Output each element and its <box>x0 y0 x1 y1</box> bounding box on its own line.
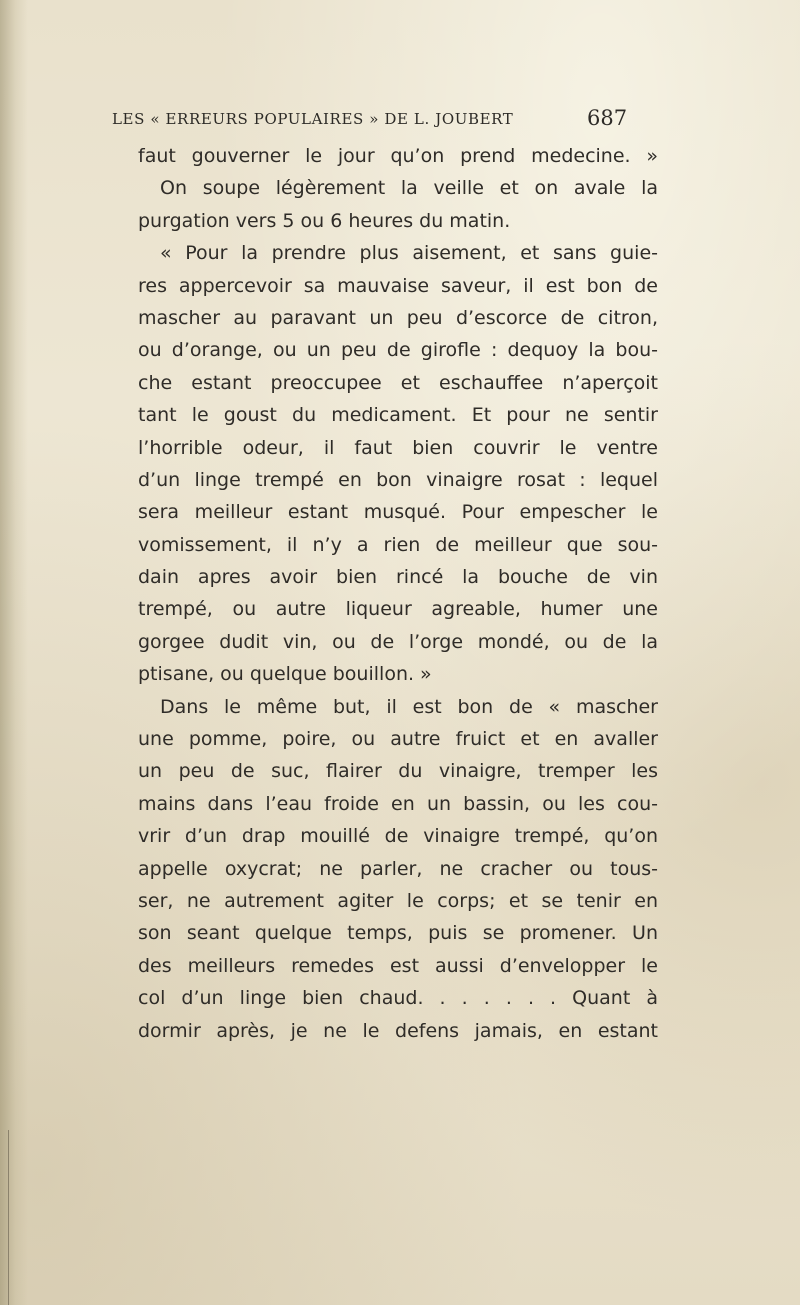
text-line: purgation vers 5 ou 6 heures du matin. <box>138 209 511 232</box>
text-line: tant le goust du medicament. Et pour ne sentir <box>138 404 658 427</box>
text-line: che estant preoccupee et eschauffee n’aperçoit <box>138 371 658 394</box>
text-line: gorgee dudit vin, ou de l’orge mondé, ou de la <box>138 630 658 653</box>
body-text <box>138 140 658 1047</box>
text-line: dain apres avoir bien rincé la bouche de vin <box>138 566 658 589</box>
text-line: ser, ne autrement agiter le corps; et se tenir en <box>138 889 658 912</box>
text-line: Dans le même but, il est bon de « mascher <box>160 695 658 718</box>
page-number: 687 <box>587 106 628 130</box>
text-line: mascher au paravant un peu d’escorce de citron, <box>138 306 658 329</box>
text-line: vomissement, il n’y a rien de meilleur que sou- <box>138 533 658 556</box>
text-line: col d’un linge bien chaud. . . . . . . Quant à <box>138 987 658 1010</box>
text-line: son seant quelque temps, puis se promener. Un <box>138 922 658 945</box>
text-line: appelle oxycrat; ne parler, ne cracher ou tous- <box>138 857 658 880</box>
page-header <box>112 106 632 132</box>
page-binding-shadow <box>0 0 28 1305</box>
text-line: mains dans l’eau froide en un bassin, ou les cou- <box>138 792 658 815</box>
text-line: d’un linge trempé en bon vinaigre rosat : lequel <box>138 468 658 491</box>
text-line: « Pour la prendre plus aisement, et sans guie- <box>160 242 658 265</box>
text-line: l’horrible odeur, il faut bien couvrir le ventre <box>138 436 658 459</box>
running-head: LES « ERREURS POPULAIRES » DE L. JOUBERT <box>112 110 514 128</box>
gutter-line <box>8 1130 9 1305</box>
text-line: dormir après, je ne le defens jamais, en estant <box>138 1019 658 1042</box>
text-line: ptisane, ou quelque bouillon. » <box>138 663 432 686</box>
text-line: trempé, ou autre liqueur agreable, humer une <box>138 598 658 621</box>
text-line: ou d’orange, ou un peu de girofle : dequoy la bou- <box>138 339 658 362</box>
text-line: sera meilleur estant musqué. Pour empescher le <box>138 501 658 524</box>
text-line: res appercevoir sa mauvaise saveur, il est bon de <box>138 274 658 297</box>
text-line: un peu de suc, flairer du vinaigre, tremper les <box>138 760 658 783</box>
text-line: une pomme, poire, ou autre fruict et en avaller <box>138 728 658 751</box>
text-line: faut gouverner le jour qu’on prend medecine. » <box>138 145 658 167</box>
text-line: On soupe légèrement la veille et on avale la <box>160 177 658 200</box>
text-line: vrir d’un drap mouillé de vinaigre trempé, qu’on <box>138 825 658 848</box>
text-line: des meilleurs remedes est aussi d’envelopper le <box>138 954 658 977</box>
